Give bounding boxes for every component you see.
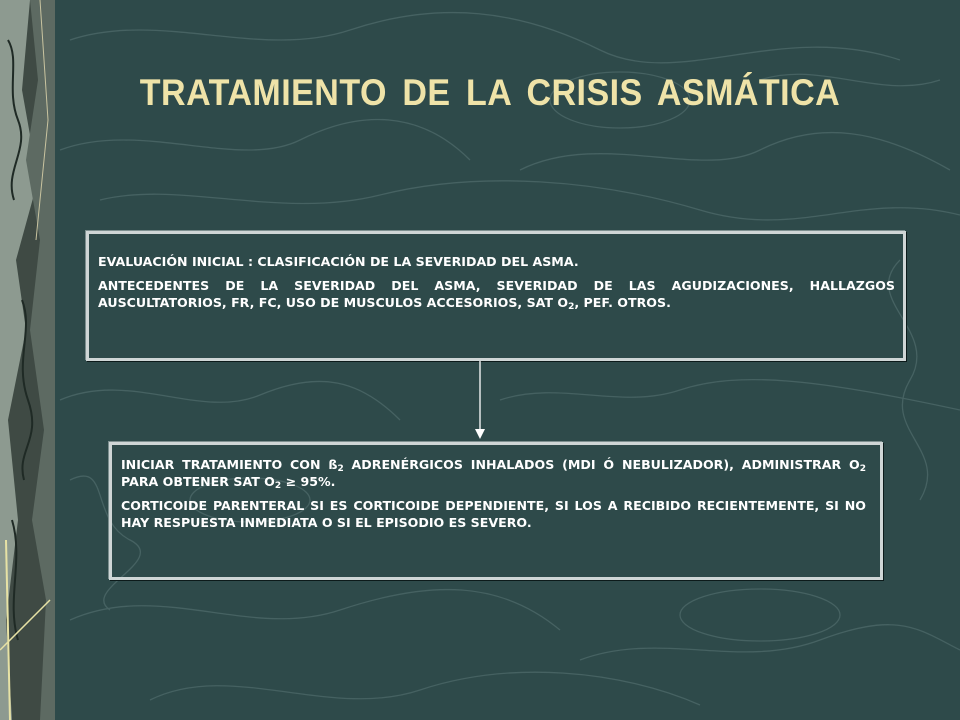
slide-title: TRATAMIENTO DE LA CRISIS ASMÁTICA xyxy=(139,72,841,113)
treatment-initial-part2: ADRENÉRGICOS INHALADOS (MDI Ó NEBULIZADOR), ADMINISTRAR O xyxy=(343,457,860,472)
treatment-initial xyxy=(121,456,866,490)
flow-arrow xyxy=(472,361,488,441)
treatment-initial-part3: PARA OBTENER SAT O xyxy=(121,474,275,489)
corticosteroid-text: CORTICOIDE PARENTERAL SI ES CORTICOIDE DEPENDIENTE, SI LOS A RECIBIDO RECIENTEMENTE, SI NO HAY RESPUESTA INMEDIATA O SI EL EPISODIO ES SEVERO. xyxy=(121,498,866,530)
o2-subscript: 2 xyxy=(859,464,866,474)
initial-evaluation-box xyxy=(86,231,906,361)
treatment-initial-part1: INICIAR TRATAMIENTO CON ß xyxy=(121,457,338,472)
treatment-box xyxy=(109,442,883,580)
evaluation-heading: EVALUACIÓN INICIAL : CLASIFICACIÓN DE LA SEVERIDAD DEL ASMA. xyxy=(98,254,579,269)
evaluation-criteria-end: , PEF. OTROS. xyxy=(574,295,671,310)
o2-subscript: 2 xyxy=(274,481,282,491)
treatment-initial-part4: ≥ 95%. xyxy=(281,474,336,489)
o2-subscript: 2 xyxy=(568,302,575,312)
beta2-subscript: 2 xyxy=(337,464,344,474)
evaluation-criteria-text: ANTECEDENTES DE LA SEVERIDAD DEL ASMA, SEVERIDAD DE LAS AGUDIZACIONES, HALLAZGOS AUSCULTATORIOS, FR, FC, USO DE MUSCULOS ACCESORIOS, SAT O xyxy=(98,278,895,310)
evaluation-criteria xyxy=(98,277,895,311)
